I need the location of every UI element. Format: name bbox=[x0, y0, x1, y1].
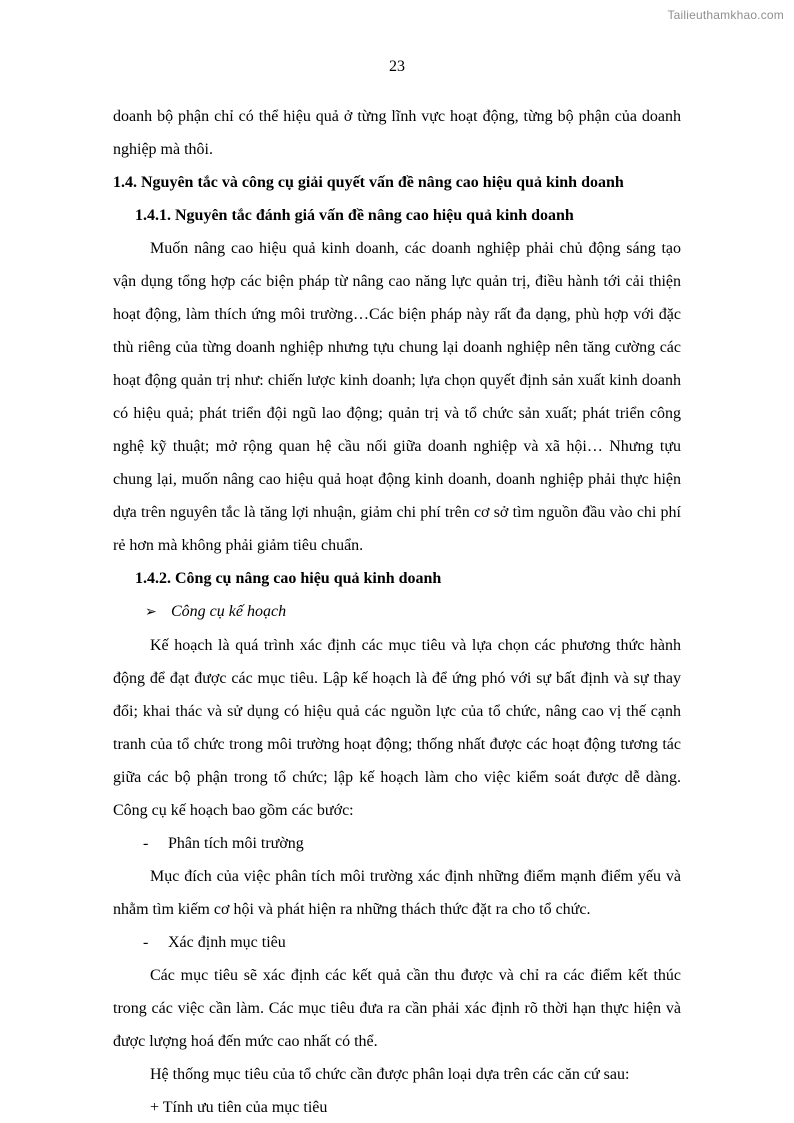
bullet-item-planning-tool bbox=[113, 595, 681, 629]
heading-1-4-2: 1.4.2. Công cụ nâng cao hiệu quả kinh doanh bbox=[135, 570, 442, 587]
dash-item-label: Xác định mục tiêu bbox=[168, 934, 286, 951]
dash-item-environment-analysis bbox=[113, 827, 681, 860]
dash-icon: - bbox=[143, 835, 149, 852]
paragraph-goal-system: Hệ thống mục tiêu của tổ chức cần được phân loại dựa trên các căn cứ sau: bbox=[150, 1066, 630, 1083]
dash-item-label: Phân tích môi trường bbox=[168, 835, 304, 852]
dash-icon: - bbox=[143, 934, 149, 951]
paragraph-planning: Kế hoạch là quá trình xác định các mục tiêu và lựa chọn các phương thức hành động để đạt được các mục tiêu. Lập kế hoạch là để ứng phó với sự bất định và sự thay đổi; khai thác và sử dụng có hiệu quả các nguồn lực của tổ chức, nâng cao vị thế cạnh tranh của tổ chức trong môi trường hoạt động; thống nhất được các hoạt động tương tác giữa các bộ phận trong tổ chức; lập kế hoạch làm cho việc kiểm soát được dễ dàng. Công cụ kế hoạch bao gồm các bước: bbox=[113, 637, 681, 819]
paragraph-goals: Các mục tiêu sẽ xác định các kết quả cần thu được và chỉ ra các điểm kết thúc trong các việc cần làm. Các mục tiêu đưa ra cần phải xác định rõ thời hạn thực hiện và được lượng hoá đến mức cao nhất có thể. bbox=[113, 967, 681, 1050]
arrow-bullet-icon: ➢ bbox=[145, 605, 157, 620]
heading-1-4: 1.4. Nguyên tắc và công cụ giải quyết vấn đề nâng cao hiệu quả kinh doanh bbox=[113, 174, 624, 191]
dash-item-goal-definition bbox=[113, 926, 681, 959]
page-number: 23 bbox=[389, 58, 405, 75]
bullet-item-label: Công cụ kế hoạch bbox=[171, 603, 287, 620]
paragraph-environment: Mục đích của việc phân tích môi trường xác định những điểm mạnh điểm yếu và nhằm tìm kiếm cơ hội và phát hiện ra những thách thức đặt ra cho tổ chức. bbox=[113, 868, 681, 918]
paragraph-goal-priority: + Tính ưu tiên của mục tiêu bbox=[150, 1099, 328, 1116]
heading-1-4-1: 1.4.1. Nguyên tắc đánh giá vấn đề nâng cao hiệu quả kinh doanh bbox=[135, 207, 574, 224]
watermark: Tailieuthamkhao.com bbox=[667, 8, 784, 22]
page-content bbox=[113, 100, 681, 1123]
paragraph-principles: Muốn nâng cao hiệu quả kinh doanh, các doanh nghiệp phải chủ động sáng tạo vận dụng tổng hợp các biện pháp từ nâng cao năng lực quản trị, điều hành tới cải thiện hoạt động, làm thích ứng môi trường…Các biện pháp này rất đa dạng, phù hợp với đặc thù riêng của từng doanh nghiệp nhưng tựu chung lại doanh nghiệp nên tăng cường các hoạt động quản trị như: chiến lược kinh doanh; lựa chọn quyết định sản xuất kinh doanh có hiệu quả; phát triển đội ngũ lao động; quản trị và tổ chức sản xuất; phát triển công nghệ kỹ thuật; mở rộng quan hệ cầu nối giữa doanh nghiệp và xã hội… Nhưng tựu chung lại, muốn nâng cao hiệu quả hoạt động kinh doanh, doanh nghiệp phải thực hiện dựa trên nguyên tắc là tăng lợi nhuận, giảm chi phí trên cơ sở tìm nguồn đầu vào chi phí rẻ hơn mà không phải giảm tiêu chuẩn. bbox=[113, 240, 681, 554]
paragraph-continuation: doanh bộ phận chỉ có thể hiệu quả ở từng lĩnh vực hoạt động, từng bộ phận của doanh nghiệp mà thôi. bbox=[113, 108, 681, 158]
